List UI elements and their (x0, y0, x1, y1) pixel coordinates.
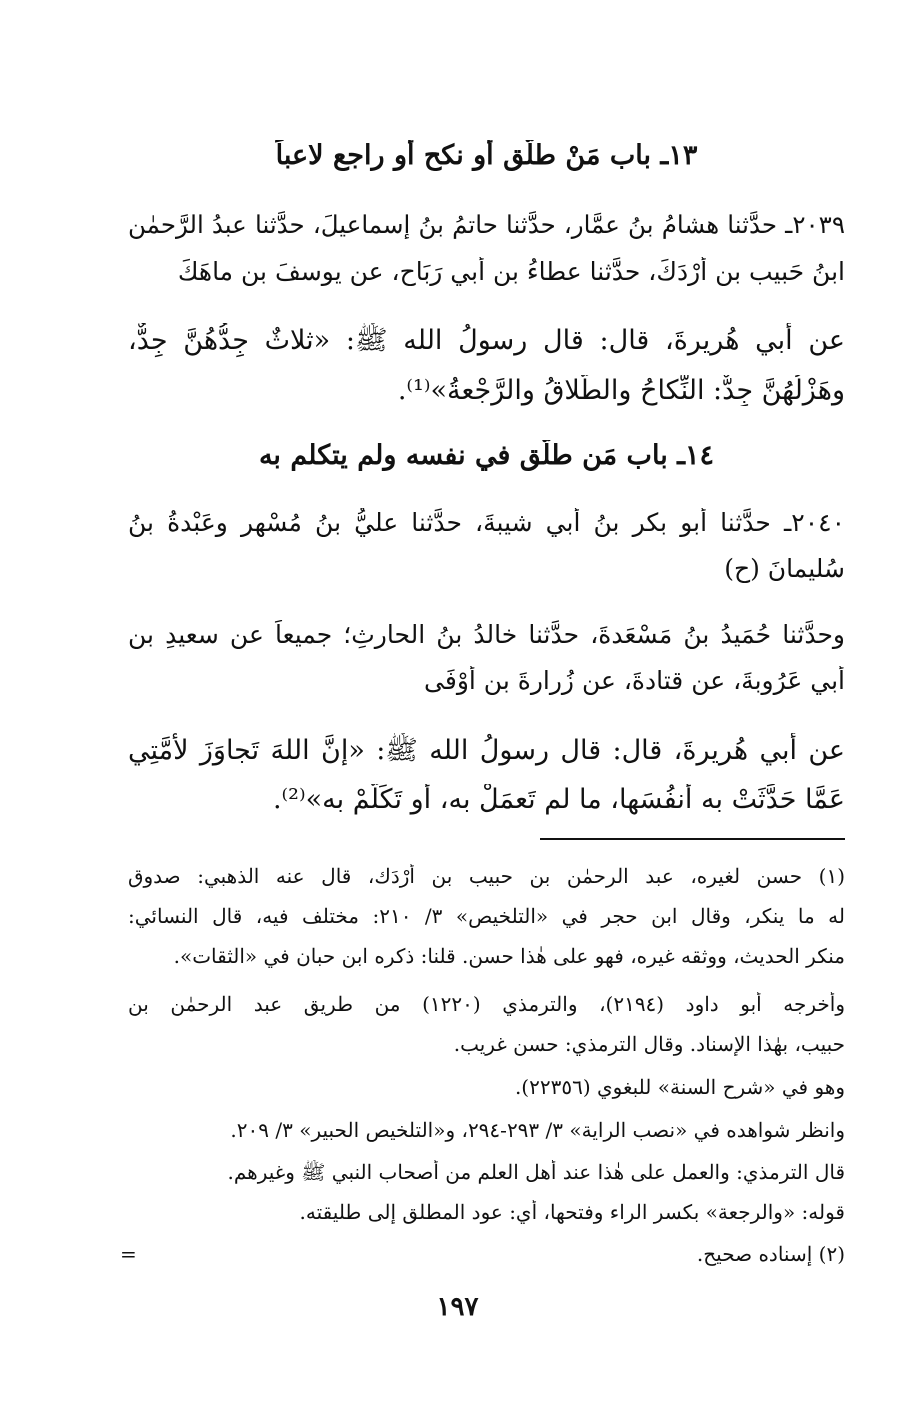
footnote-line: منكر الحديث، ووثقه غيره، فهو على هٰذا حسن. قلنا: ذكره ابن حبان في «الثقات». (173, 944, 845, 968)
page-number: ١٩٧ (436, 1292, 479, 1322)
footnote-line: قال الترمذي: والعمل على هٰذا عند أهل العلم من أصحاب النبي ﷺ وغيرهم. (227, 1160, 845, 1184)
footnote-separator (540, 838, 845, 840)
footnote-line: (١) حسن لغيره، عبد الرحمٰن بن حبيب بن أرْدَك، قال عنه الذهبي: صدوق (128, 864, 845, 888)
hadith-2039-matn-line-1: عن أبي هُريرةَ، قال: قال رسولُ الله ﷺ: «ثلاثٌ جِدُّهُنَّ جِدٌّ، (128, 325, 845, 356)
chapter-14-title: ١٤ـ باب مَن طلَّق في نفسه ولم يتكلم به (258, 440, 715, 471)
continuation-mark: = (120, 1242, 137, 1266)
hadith-2040-second-isnad-line-2: أبي عَرُوبةَ، عن قتادةَ، عن زُرارةَ بنِ أوْفَى (424, 666, 845, 695)
hadith-2040-isnad-line-2: سُليمانَ (ح) (724, 554, 845, 583)
hadith-2039-matn-line-2: وهَزْلُهُنَّ جِدٌّ: النِّكاحُ والطَّلاقُ والرَّجْعةُ»⁽¹⁾. (397, 375, 845, 406)
hadith-2040-matn-line-2: عَمَّا حَدَّثَتْ به أنفُسَها، ما لم تَعمَلْ به، أو تَكَلَّمْ به»⁽²⁾. (272, 784, 845, 815)
chapter-13-title: ١٣ـ باب مَنْ طلَّق أو نكح أو راجع لاعباً (275, 140, 698, 171)
hadith-2039-isnad-line-2: ابنُ حَبيب بنِ أرْدَكَ، حدَّثنا عطاءُ بن أبي رَبَاحٍ، عن يوسفَ بن ماهَكَ (177, 257, 845, 286)
hadith-2040-second-isnad-line-1: وحدَّثنا حُمَيدُ بنُ مَسْعَدةَ، حدَّثنا خالدُ بنُ الحارثِ؛ جميعاً عن سعيدِ بن (128, 620, 845, 649)
footnote-line: له ما ينكر، وقال ابن حجر في «التلخيص» ٣/ ٢١٠: مختلف فيه، قال النسائي: (128, 904, 845, 928)
hadith-2040-isnad-line-1: ٢٠٤٠ـ حدَّثنا أبو بكرِ بنُ أبي شيبةَ، حدَّثنا عليُّ بنُ مُسْهِرٍ وعَبْدةُ بنُ (128, 508, 845, 537)
footnote-line: حبيب، بهٰذا الإسناد. وقال الترمذي: حسن غريب. (453, 1032, 845, 1056)
footnote-line: وهو في «شرح السنة» للبغوي (٢٢٣٥٦). (514, 1075, 845, 1099)
footnote-line: قوله: «والرجعة» بكسر الراء وفتحها، أي: عود المطلق إلى طليقته. (299, 1200, 845, 1224)
footnote-line: وانظر شواهده في «نصب الراية» ٣/ ٢٩٣-٢٩٤، و«التلخيص الحبير» ٣/ ٢٠٩. (230, 1118, 845, 1142)
footnote-line: وأخرجه أبو داود (٢١٩٤)، والترمذي (١٢٢٠) من طريق عبد الرحمٰن بن (128, 992, 845, 1016)
footnote-line: (٢) إسناده صحيح. (696, 1242, 845, 1266)
hadith-2040-matn-line-1: عن أبي هُريرةَ، قال: قال رسولُ الله ﷺ: «إنَّ اللهَ تَجاوَزَ لأُمَّتِي (128, 735, 845, 766)
hadith-2039-isnad-line-1: ٢٠٣٩ـ حدَّثنا هشامُ بنُ عمَّار، حدَّثنا حاتمُ بنُ إسماعيلَ، حدَّثنا عبدُ الرَّحمٰنِ (128, 210, 845, 239)
